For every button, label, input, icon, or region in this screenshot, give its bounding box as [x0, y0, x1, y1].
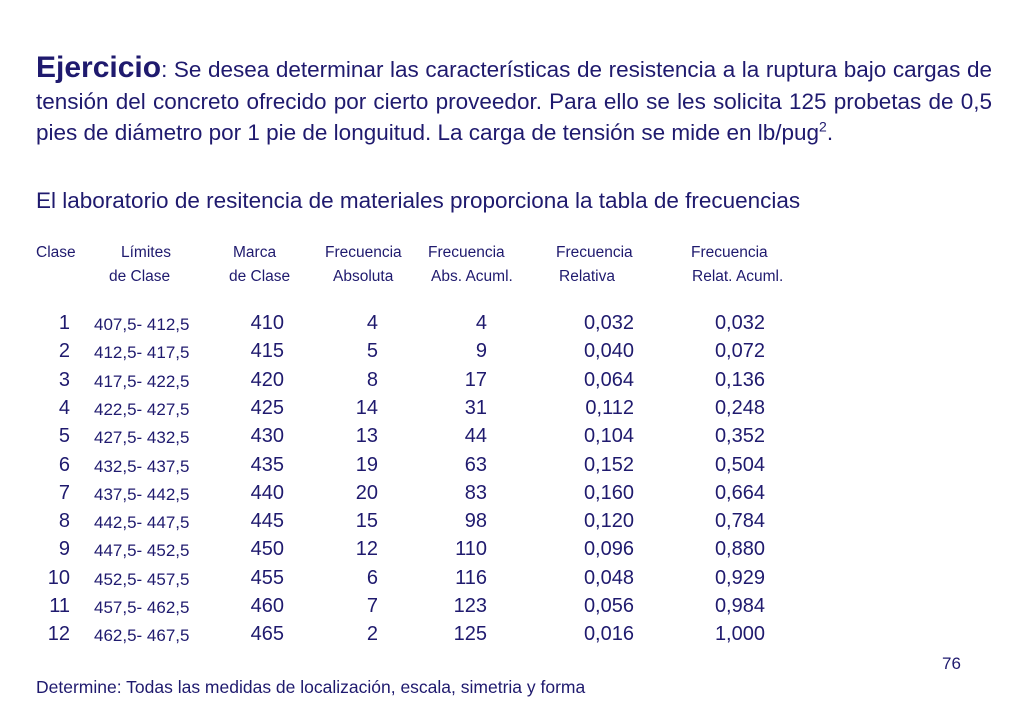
header-fa-2: Absoluta: [333, 268, 394, 285]
cell-fr: 0,056: [583, 595, 634, 617]
header-limites-1: Límites: [121, 244, 171, 261]
header-faa-1: Frecuencia: [428, 244, 505, 261]
cell-faa: 110: [455, 538, 487, 561]
cell-marca: 445: [250, 510, 284, 533]
exercise-superscript: 2: [819, 118, 827, 135]
cell-limites: 457,5- 462,5: [94, 598, 190, 617]
cell-clase: 11: [49, 595, 70, 617]
cell-clase: 1: [58, 312, 70, 334]
cell-fa: 19: [355, 453, 378, 476]
exercise-title-colon: :: [161, 57, 168, 82]
cell-faa: 83: [464, 481, 487, 504]
cell-clase: 8: [58, 510, 70, 533]
cell-limites: 417,5- 422,5: [94, 371, 190, 391]
cell-fr: 0,152: [583, 453, 634, 476]
cell-faa: 116: [455, 566, 487, 589]
cell-marca: 435: [250, 453, 284, 476]
cell-fr: 0,048: [583, 566, 634, 589]
cell-limites: 442,5- 447,5: [94, 513, 190, 533]
cell-marca: 450: [250, 538, 284, 561]
header-fr-2: Relativa: [559, 268, 615, 285]
cell-fa: 20: [355, 481, 378, 504]
cell-clase: 4: [58, 396, 70, 419]
cell-marca: 430: [250, 425, 284, 448]
header-marca-2: de Clase: [229, 268, 291, 285]
cell-limites: 412,5- 417,5: [94, 343, 190, 363]
cell-fa: 13: [355, 425, 378, 448]
cell-fra: 1,000: [714, 623, 765, 646]
cell-fr: 0,032: [583, 312, 634, 334]
cell-fra: 0,880: [714, 538, 765, 561]
cell-faa: 125: [453, 623, 487, 646]
cell-fa: 8: [366, 368, 378, 391]
cell-limites: 452,5- 457,5: [94, 569, 190, 589]
header-limites-2: de Clase: [109, 268, 171, 285]
cell-marca: 420: [250, 368, 284, 391]
cell-clase: 6: [58, 453, 70, 476]
cell-fr: 0,096: [583, 538, 634, 561]
cell-faa: 44: [464, 425, 487, 448]
exercise-statement: [36, 52, 992, 149]
cell-limites: 422,5- 427,5: [94, 399, 190, 419]
table-intro: El laboratorio de resitencia de materiales proporciona la tabla de frecuencias: [36, 188, 801, 213]
header-fra-1: Frecuencia: [691, 244, 768, 261]
cell-clase: 5: [58, 425, 70, 448]
cell-limites: 432,5- 437,5: [94, 456, 190, 476]
cell-fr: 0,112: [585, 396, 634, 419]
cell-faa: 9: [475, 340, 487, 363]
cell-fr: 0,120: [583, 510, 634, 533]
cell-faa: 31: [464, 396, 487, 419]
cell-clase: 2: [58, 340, 70, 363]
header-fa-1: Frecuencia: [325, 244, 402, 261]
cell-fr: 0,104: [583, 425, 634, 448]
cell-faa: 4: [475, 312, 487, 334]
exercise-end: .: [826, 120, 834, 145]
cell-limites: 447,5- 452,5: [94, 541, 190, 561]
cell-faa: 98: [464, 510, 487, 533]
cell-fr: 0,016: [583, 623, 634, 646]
cell-fra: 0,984: [714, 595, 765, 617]
cell-limites: 462,5- 467,5: [94, 626, 190, 646]
cell-marca: 465: [250, 623, 284, 646]
header-fra-2: Relat. Acuml.: [692, 268, 784, 285]
cell-faa: 123: [453, 595, 487, 617]
cell-marca: 415: [250, 340, 284, 363]
cell-fra: 0,504: [714, 453, 765, 476]
cell-fa: 6: [366, 566, 378, 589]
header-fr-1: Frecuencia: [556, 244, 633, 261]
cell-fr: 0,064: [583, 368, 634, 391]
cell-clase: 7: [58, 481, 70, 504]
header-faa-2: Abs. Acuml.: [431, 268, 513, 285]
cell-marca: 410: [250, 312, 284, 334]
cell-clase: 12: [47, 623, 70, 646]
cell-fa: 15: [355, 510, 378, 533]
cell-fa: 5: [366, 340, 378, 363]
cell-fra: 0,664: [714, 481, 765, 504]
cell-fra: 0,784: [714, 510, 765, 533]
cell-fra: 0,072: [714, 340, 765, 363]
cell-limites: 437,5- 442,5: [94, 484, 190, 504]
cell-fa: 2: [366, 623, 378, 646]
cell-fra: 0,032: [714, 312, 765, 334]
cell-fa: 4: [366, 312, 378, 334]
cell-marca: 440: [250, 481, 284, 504]
cell-faa: 63: [464, 453, 487, 476]
cell-marca: 460: [250, 595, 284, 617]
cell-clase: 3: [58, 368, 70, 391]
header-marca-1: Marca: [233, 244, 277, 261]
cell-faa: 17: [464, 368, 487, 391]
cell-fa: 7: [366, 595, 378, 617]
cell-fra: 0,248: [714, 396, 765, 419]
cell-clase: 9: [58, 538, 70, 561]
cell-clase: 10: [47, 566, 70, 589]
cell-fa: 14: [355, 396, 378, 419]
header-clase: Clase: [36, 244, 76, 261]
task-footer: Determine: Todas las medidas de localización, escala, simetria y forma: [36, 677, 586, 697]
cell-marca: 425: [250, 396, 284, 419]
cell-limites: 427,5- 432,5: [94, 428, 190, 448]
cell-fr: 0,160: [583, 481, 634, 504]
cell-marca: 455: [250, 566, 284, 589]
cell-limites: 407,5- 412,5: [94, 315, 190, 334]
cell-fa: 12: [355, 538, 378, 561]
cell-fr: 0,040: [583, 340, 634, 363]
page-number: 76: [942, 654, 961, 673]
cell-fra: 0,929: [714, 566, 765, 589]
exercise-title: Ejercicio: [36, 51, 162, 84]
exercise-body: Se desea determinar las características de resistencia a la ruptura bajo cargas de tensión del concreto ofrecido por cierto proveedor. Para ello se les solicita 125 probetas de 0,5 pies de diámetro por 1 pie de longuitud. La carga de tensión se mide en lb/pug: [36, 57, 992, 145]
cell-fra: 0,352: [714, 425, 765, 448]
cell-fra: 0,136: [714, 368, 765, 391]
